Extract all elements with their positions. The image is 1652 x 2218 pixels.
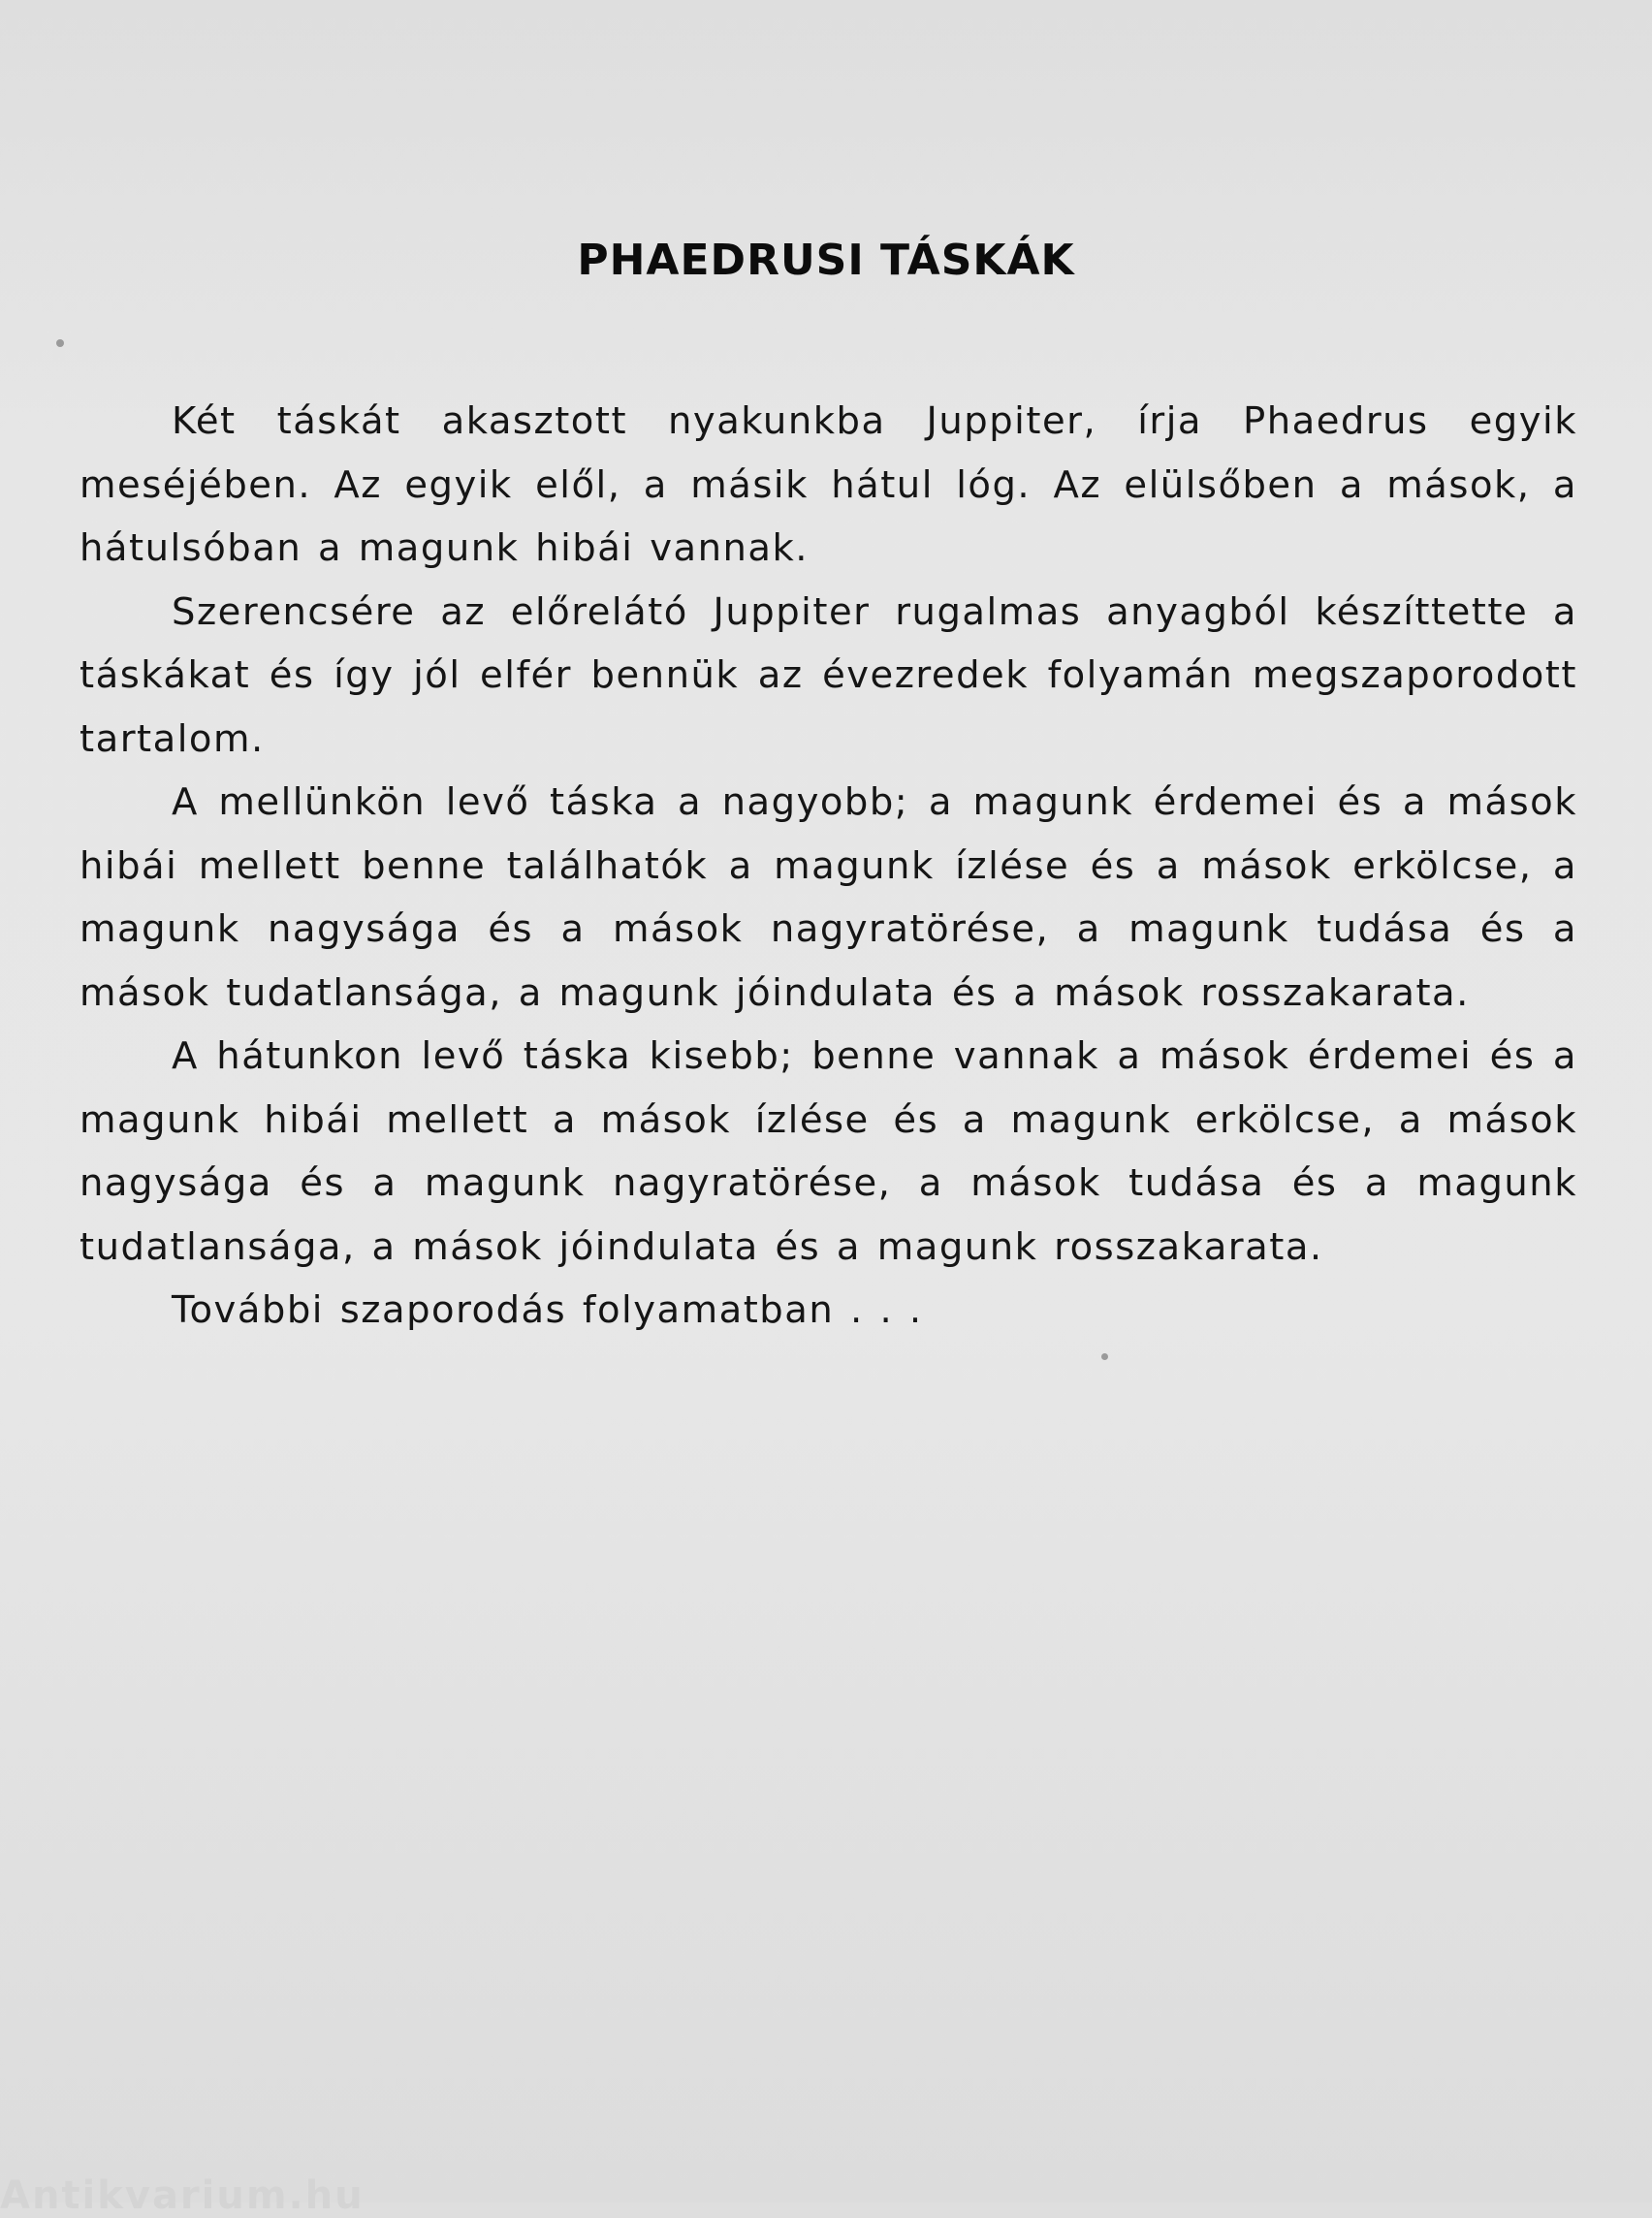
paper-speck	[56, 339, 64, 347]
paragraph-5: További szaporodás folyamatban . . .	[172, 1288, 923, 1332]
paragraph-1: Két táskát akasztott nyakunkba Juppiter, írja Phaedrus egyik meséjében. Az egyik elől, a másik hátul lóg. Az elülsőben a mások, a hátulsóban a magunk hibái vannak.	[79, 399, 1577, 570]
paragraph-4: A hátunkon levő táska kisebb; benne vannak a mások érdemei és a magunk hibái mellett a mások ízlése és a magunk erkölcse, a mások nagysága és a magunk nagyratörése, a mások tudása és a magunk tudatlansága, a mások jóindulata és a magunk rosszakarata.	[79, 1034, 1577, 1269]
paragraph-2: Szerencsére az előrelátó Juppiter rugalmas anyagból készíttette a táskákat és így jól elfér bennük az évezredek folyamán megszaporodott tartalom.	[79, 589, 1577, 761]
body-text	[79, 390, 1577, 1343]
watermark: Antikvarium.hu	[0, 2173, 365, 2218]
page-title: PHAEDRUSI TÁSKÁK	[577, 236, 1075, 285]
paragraph-3: A mellünkön levő táska a nagyobb; a magunk érdemei és a mások hibái mellett benne találhatók a magunk ízlése és a mások erkölcse, a magunk nagysága és a mások nagyratörése, a magunk tudása és a mások tudatlansága, a magunk jóindulata és a mások rosszakarata.	[79, 780, 1577, 1015]
paper-speck	[1101, 1353, 1108, 1360]
